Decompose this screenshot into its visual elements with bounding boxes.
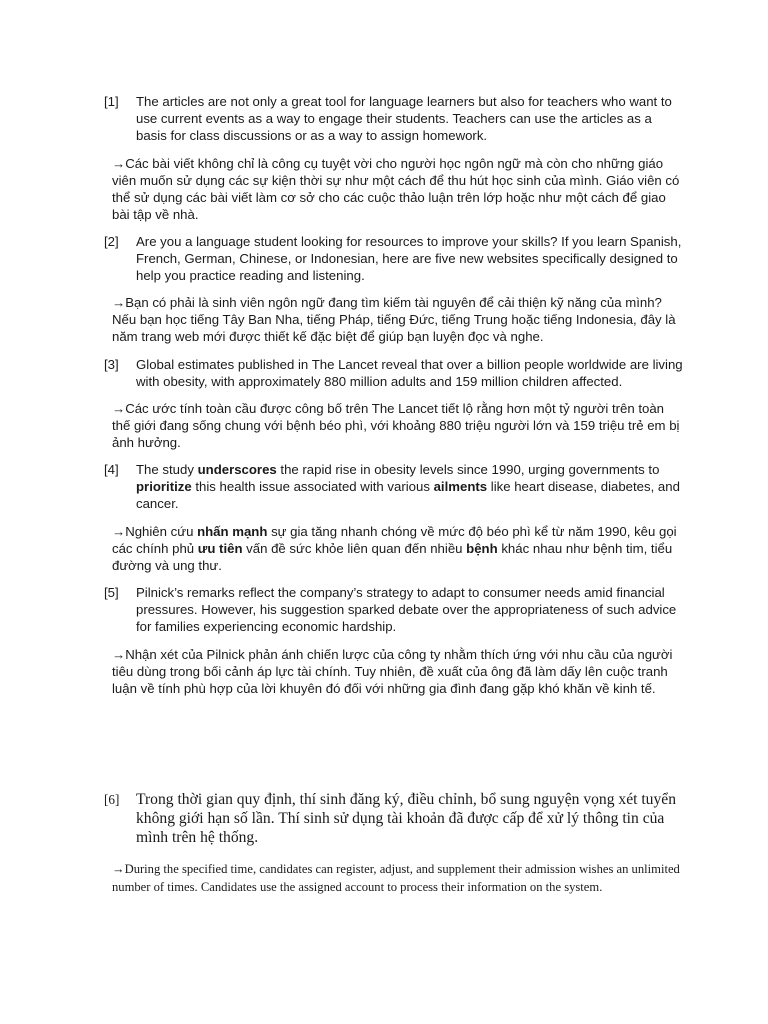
translation-1 (112, 155, 684, 223)
translation-text: Các ước tính toàn cầu được công bố trên The Lancet tiết lộ rằng hơn một tỷ người trên toàn thế giới đang sống chung với bệnh béo phì, với khoảng 880 triệu người lớn và 159 triệu trẻ em bị ảnh hưởng. (112, 401, 680, 450)
translation-2 (112, 294, 684, 345)
translation-4: →Nghiên cứu nhấn mạnh sự gia tăng nhanh chóng về mức độ béo phì kể từ năm 1990, kêu gọi các chính phủ ưu tiên vấn đề sức khỏe liên quan đến nhiều bệnh khác nhau như bệnh tim, tiểu đường và ung thư. (112, 524, 677, 573)
paragraph-3 (104, 356, 684, 390)
paragraph-text: The articles are not only a great tool for language learners but also for teachers who want to use current events as a way to engage their students. Teachers can use the articles as a basis for class discussions or as a way to assign homework. (136, 94, 672, 143)
arrow-icon: → (112, 156, 126, 171)
translation-3 (112, 400, 684, 451)
paragraph-6 (104, 790, 684, 847)
paragraph-1 (104, 93, 684, 144)
paragraph-5 (104, 584, 684, 635)
keyword-underscores: underscores (197, 462, 277, 477)
arrow-icon: → (112, 295, 126, 310)
paragraph-number: [2] (104, 234, 119, 249)
translation-6 (112, 861, 684, 896)
arrow-icon: → (112, 401, 126, 416)
translation-text: During the specified time, candidates can register, adjust, and supplement their admission wishes an unlimited number of times. Candidates use the assigned account to process their information on the system. (112, 862, 680, 894)
translation-text: Nhận xét của Pilnick phản ánh chiến lược của công ty nhằm thích ứng với nhu cầu của người tiêu dùng trong bối cảnh áp lực tài chính. Tuy nhiên, đề xuất của ông đã làm dấy lên cuộc tranh luận về tính phù hợp của lời khuyên đó đối với những gia đình đang gặp khó khăn về kinh tế. (112, 647, 673, 696)
paragraph-4 (104, 461, 684, 512)
translation-text: Các bài viết không chỉ là công cụ tuyệt vời cho người học ngôn ngữ mà còn cho những giáo viên muốn sử dụng các sự kiện thời sự như một cách để thu hút học sinh của mình. Giáo viên có thể sử dụng các bài viết làm cơ sở cho các cuộc thảo luận trên lớp hoặc như một cách để giao bài tập về nhà. (112, 156, 680, 222)
paragraph-text: Pilnick’s remarks reflect the company’s strategy to adapt to consumer needs amid financial pressures. However, his suggestion sparked debate over the appropriateness of such advice for families experiencing economic hardship. (136, 585, 677, 634)
paragraph-number: [1] (104, 94, 119, 109)
paragraph-2 (104, 233, 684, 284)
arrow-icon: → (112, 647, 126, 662)
translation-text: Bạn có phải là sinh viên ngôn ngữ đang tìm kiếm tài nguyên để cải thiện kỹ năng của mình? Nếu bạn học tiếng Tây Ban Nha, tiếng Pháp, tiếng Đức, tiếng Trung hoặc tiếng Indonesia, đây là năm trang web mới được thiết kế đặc biệt để giúp bạn luyện đọc và nghe. (112, 295, 676, 344)
keyword-benh: bệnh (466, 541, 498, 556)
arrow-icon: → (112, 862, 125, 876)
paragraph-text: Global estimates published in The Lancet reveal that over a billion people worldwide are living with obesity, with approximately 880 million adults and 159 million children affected. (136, 357, 683, 389)
keyword-uu-tien: ưu tiên (197, 541, 243, 556)
keyword-ailments: ailments (433, 479, 488, 494)
paragraph-text: The study underscores the rapid rise in obesity levels since 1990, urging governments to prioritize this health issue associated with various ailments like heart disease, diabetes, and cancer. (136, 462, 680, 511)
translation-5 (112, 646, 684, 697)
paragraph-number: [4] (104, 462, 119, 477)
paragraph-text: Trong thời gian quy định, thí sinh đăng ký, điều chỉnh, bổ sung nguyện vọng xét tuyển không giới hạn số lần. Thí sinh sử dụng tài khoản đã được cấp để xử lý thông tin của mình trên hệ thống. (136, 791, 676, 846)
paragraph-number: [3] (104, 357, 119, 372)
paragraph-number: [6] (104, 792, 120, 807)
arrow-icon: → (112, 524, 126, 539)
paragraph-number: [5] (104, 585, 119, 600)
keyword-prioritize: prioritize (136, 479, 192, 494)
paragraph-text: Are you a language student looking for resources to improve your skills? If you learn Spanish, French, German, Chinese, or Indonesian, here are five new websites specifically designed to help you practice reading and listening. (136, 234, 682, 283)
keyword-nhan-manh: nhấn mạnh (197, 524, 268, 539)
